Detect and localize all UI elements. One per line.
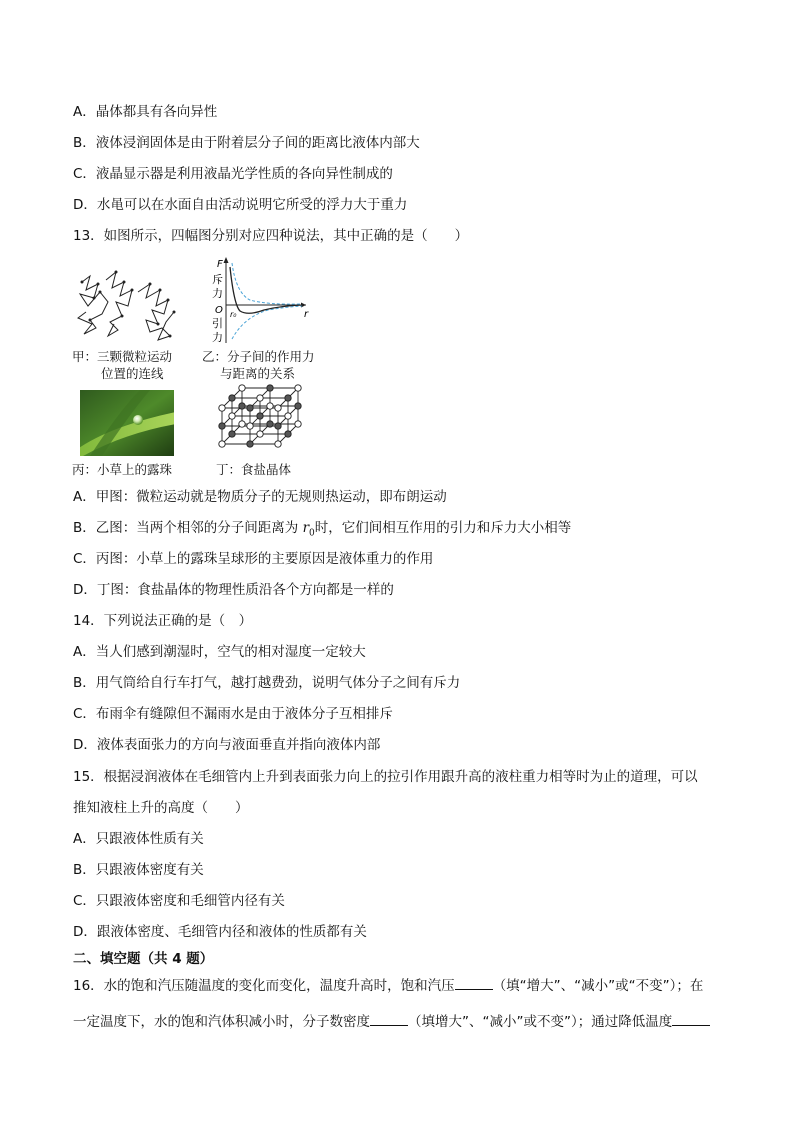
q13-stem: 13．如图所示，四幅图分别对应四种说法，其中正确的是（ ） xyxy=(73,228,469,244)
q16-line-1: 16．水的饱和汽压随温度的变化而变化，温度升高时，饱和汽压 （填“增大”、“减小”或“不变”）；在 xyxy=(73,975,703,996)
figure-ding-salt-crystal xyxy=(214,384,306,460)
q14-option-b: B．用气筒给自行车打气，越打越费劲，说明气体分子之间有斥力 xyxy=(73,675,461,691)
q16-line-2: 一定温度下，水的饱和汽体积减小时，分子数密度 （填增大”、“减小”或不变”）；通过降低温度 xyxy=(73,1011,710,1032)
figure-bing-dewdrop-photo xyxy=(80,390,174,456)
q12-option-d: D．水黾可以在水面自由活动说明它所受的浮力大于重力 xyxy=(73,197,408,213)
figure-yi-caption-1: 乙：分子间的作用力 xyxy=(202,349,315,364)
figure-ding-caption: 丁：食盐晶体 xyxy=(216,462,292,477)
axis-r-label: r xyxy=(304,309,309,320)
q15-option-d: D．跟液体密度、毛细管内径和液体的性质都有关 xyxy=(73,924,367,940)
q15-option-a: A．只跟液体性质有关 xyxy=(73,831,204,847)
q13-option-c: C．丙图：小草上的露珠呈球形的主要原因是液体重力的作用 xyxy=(73,551,434,567)
q13-option-a: A．甲图：微粒运动就是物质分子的无规则热运动，即布朗运动 xyxy=(73,489,447,505)
q14-option-d: D．液体表面张力的方向与液面垂直并指向液体内部 xyxy=(73,737,381,753)
q14-stem: 14．下列说法正确的是（ ） xyxy=(73,613,253,629)
figure-jia-caption-2: 位置的连线 xyxy=(101,366,164,381)
q15-stem-line-2: 推知液柱上升的高度（ ） xyxy=(73,800,249,816)
q14-option-a: A．当人们感到潮湿时，空气的相对湿度一定较大 xyxy=(73,644,366,660)
r0-symbol: $r_0$ xyxy=(302,520,315,539)
q15-option-c: C．只跟液体密度和毛细管内径有关 xyxy=(73,893,285,909)
figure-jia-brownian xyxy=(72,262,184,344)
axis-f-label: F xyxy=(217,259,223,270)
figure-yi-force-graph xyxy=(208,253,312,345)
figure-yi-caption-2: 与距离的关系 xyxy=(220,366,296,381)
figure-jia-caption-1: 甲：三颗微粒运动 xyxy=(72,349,173,364)
q14-option-c: C．布雨伞有缝隙但不漏雨水是由于液体分子互相排斥 xyxy=(73,706,393,722)
origin-label: O xyxy=(215,305,223,316)
q12-option-a: A．晶体都具有各向异性 xyxy=(73,104,218,120)
r0-label: r₀ xyxy=(230,310,237,319)
repulsion-label-2: 力 xyxy=(212,287,223,300)
q16-blank-3 xyxy=(672,1011,710,1026)
q13-option-b: B．乙图：当两个相邻的分子间距离为 $r_0$时，它们间相互作用的引力和斥力大小相等 xyxy=(73,520,572,539)
attraction-label-2: 力 xyxy=(212,331,223,344)
q12-option-c: C．液晶显示器是利用液晶光学性质的各向异性制成的 xyxy=(73,166,393,182)
q16-blank-1 xyxy=(455,975,493,990)
q13-option-d: D．丁图：食盐晶体的物理性质沿各个方向都是一样的 xyxy=(73,582,394,598)
q16-blank-2 xyxy=(370,1011,408,1026)
section-2-title: 二、填空题（共 4 题） xyxy=(73,951,214,967)
repulsion-label-1: 斥 xyxy=(212,273,223,286)
q12-option-b: B．液体浸润固体是由于附着层分子间的距离比液体内部大 xyxy=(73,135,420,151)
figure-bing-caption: 丙：小草上的露珠 xyxy=(72,462,173,477)
q15-stem-line-1: 15．根据浸润液体在毛细管内上升到表面张力向上的拉引作用跟升高的液柱重力相等时为止的道理，可以 xyxy=(73,769,698,785)
attraction-label-1: 引 xyxy=(212,317,223,330)
q15-option-b: B．只跟液体密度有关 xyxy=(73,862,204,878)
